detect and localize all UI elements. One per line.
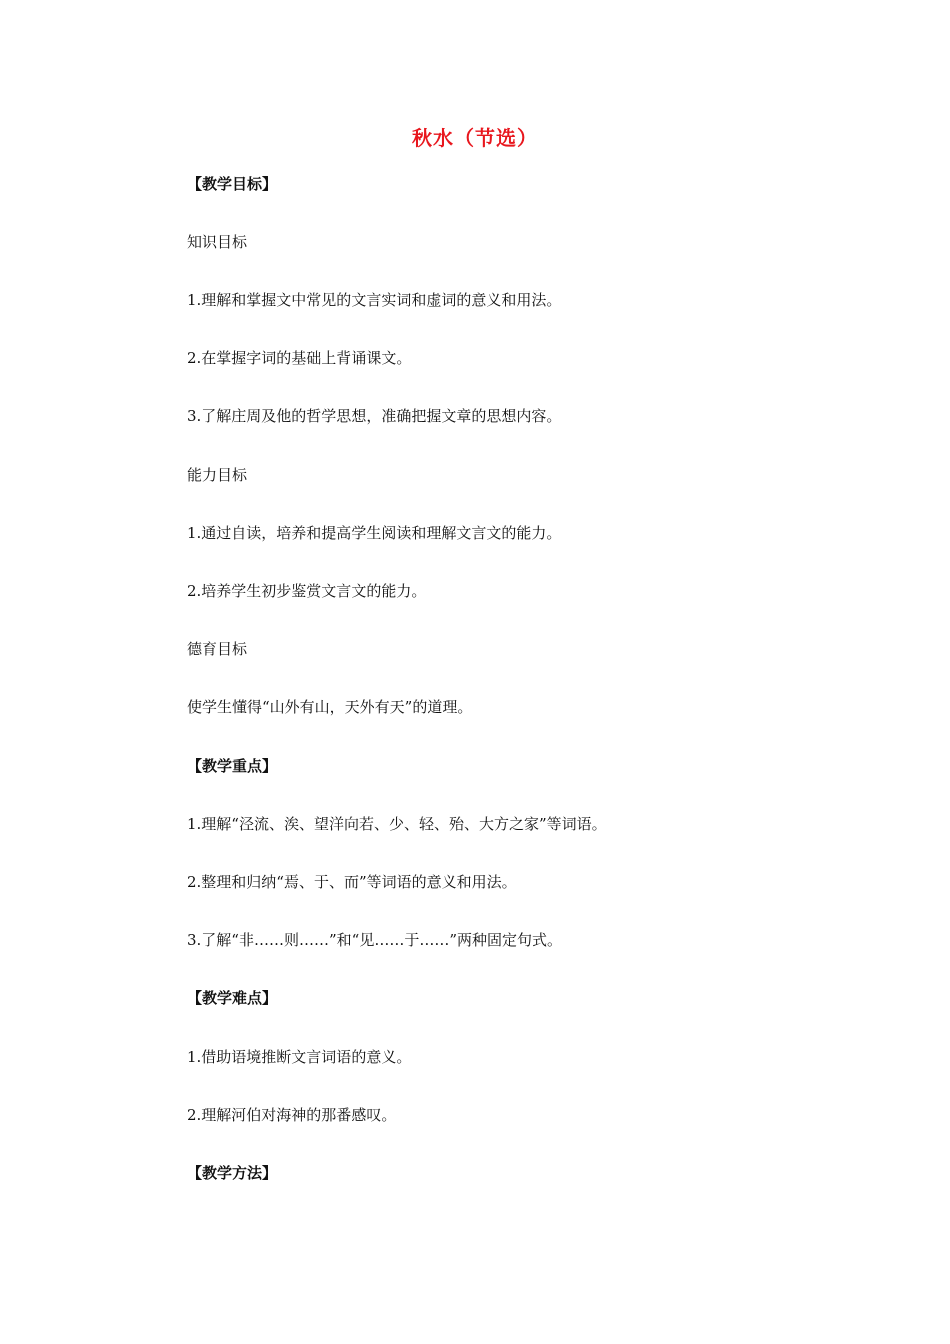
subheading-ability-goals: 能力目标 [187,466,248,484]
section-heading-teaching-goals: 【教学目标】 [187,175,278,193]
paragraph: 1.通过自读，培养和提高学生阅读和理解文言文的能力。 [187,524,562,542]
section-heading-difficulties: 【教学难点】 [187,989,278,1007]
section-heading-teaching-methods: 【教学方法】 [187,1164,278,1182]
paragraph: 3.了解“非……则……”和“见……于……”两种固定句式。 [187,931,562,949]
paragraph: 1.理解和掌握文中常见的文言实词和虚词的意义和用法。 [187,291,562,309]
subheading-moral-goals: 德育目标 [187,640,248,658]
paragraph: 1.借助语境推断文言词语的意义。 [187,1048,412,1066]
paragraph: 1.理解“泾流、涘、望洋向若、少、轻、殆、大方之家”等词语。 [187,815,607,833]
paragraph: 2.整理和归纳“焉、于、而”等词语的意义和用法。 [187,873,517,891]
section-heading-key-points: 【教学重点】 [187,757,278,775]
paragraph: 2.理解河伯对海神的那番感叹。 [187,1106,397,1124]
paragraph: 使学生懂得“山外有山，天外有天”的道理。 [187,698,473,716]
subheading-knowledge-goals: 知识目标 [187,233,248,251]
paragraph: 2.培养学生初步鉴赏文言文的能力。 [187,582,427,600]
paragraph: 2.在掌握字词的基础上背诵课文。 [187,349,412,367]
paragraph: 3.了解庄周及他的哲学思想，准确把握文章的思想内容。 [187,407,562,425]
document-title: 秋水（节选） [412,126,538,150]
